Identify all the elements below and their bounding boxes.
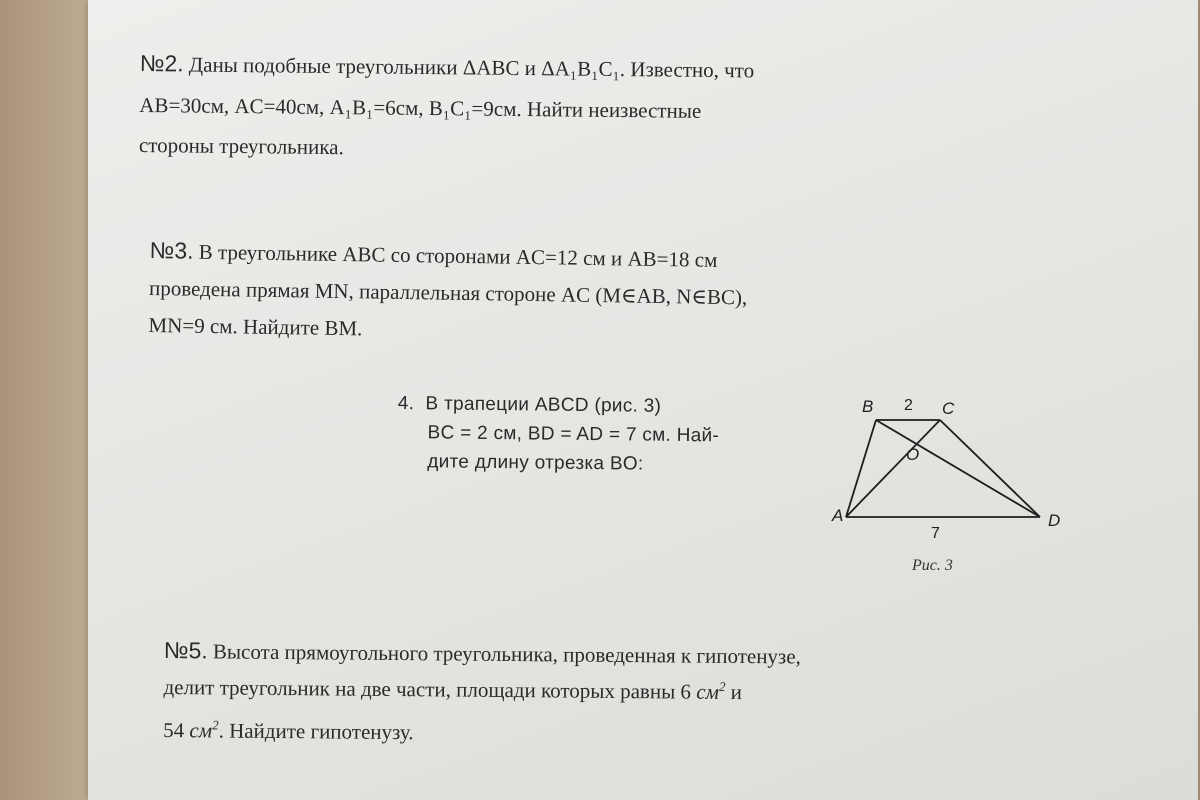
trapezoid-diagram <box>828 392 1068 582</box>
task-4-line-1 <box>398 390 720 422</box>
task-5-text-3a: 54 <box>163 717 190 742</box>
task-5-exponent-2: 2 <box>212 717 219 733</box>
task-3-line-2: проведена прямая MN, параллельная стороне AC (M∈AB, N∈BC), <box>148 276 748 310</box>
task-5-line-2 <box>163 670 800 710</box>
task-2-text-1: Даны подобные треугольники ΔABC и ΔA₁B₁C₁. Известно, что <box>188 52 755 83</box>
task-5-unit-1: см <box>696 679 720 704</box>
task-5-unit-2: см <box>189 717 213 743</box>
task-5-line-3 <box>163 713 800 753</box>
trapezoid-figure <box>828 392 1068 582</box>
vertex-label-a: A <box>832 506 844 525</box>
task-5-line-1 <box>164 632 801 675</box>
task-3-number: №3. <box>149 236 194 264</box>
side-cd <box>940 420 1040 517</box>
task-2-line-1 <box>140 42 755 92</box>
task-2-line-3: стороны треугольника. <box>138 132 344 159</box>
task-5-text-1: Высота прямоугольного треугольника, проведенная к гипотенузе, <box>212 639 801 669</box>
bc-length-label: 2 <box>904 397 913 414</box>
vertex-label-b: B <box>862 397 874 416</box>
task-2-number: №2. <box>139 49 184 77</box>
diagonal-bd <box>876 420 1040 517</box>
ad-length-label: 7 <box>931 525 940 542</box>
task-4-line-3: дите длину отрезка BO: <box>427 451 644 475</box>
task-4-line-2: BC = 2 см, BD = AD = 7 см. Най- <box>427 422 720 447</box>
worksheet-paper <box>88 0 1198 800</box>
vertex-label-d: D <box>1048 511 1061 530</box>
intersection-label-o: O <box>906 445 920 464</box>
task-3-line-3: MN=9 см. Найдите BM. <box>148 312 363 341</box>
task-4 <box>397 390 719 480</box>
task-2 <box>139 42 755 172</box>
task-5 <box>163 632 801 753</box>
task-5-text-2b: и <box>725 679 743 704</box>
task-5-number: №5. <box>163 636 208 664</box>
task-5-text-3b: . Найдите гипотенузу. <box>218 718 414 744</box>
vertex-label-c: C <box>942 399 955 418</box>
task-5-text-2a: делит треугольник на две части, площади которых равны 6 <box>163 674 697 704</box>
task-4-number: 4. <box>397 392 415 415</box>
task-3 <box>148 230 748 353</box>
figure-caption: Рис. 3 <box>912 557 953 574</box>
task-3-text-1: В треугольнике ABC со сторонами AC=12 см и AB=18 см <box>198 239 718 272</box>
task-5-exponent-1: 2 <box>718 678 726 694</box>
task-2-line-2: AB=30см, AC=40см, A₁B₁=6см, B₁C₁=9см. Найти неизвестные <box>139 92 702 123</box>
task-4-text-1: В трапеции ABCD (рис. 3) <box>425 393 662 417</box>
